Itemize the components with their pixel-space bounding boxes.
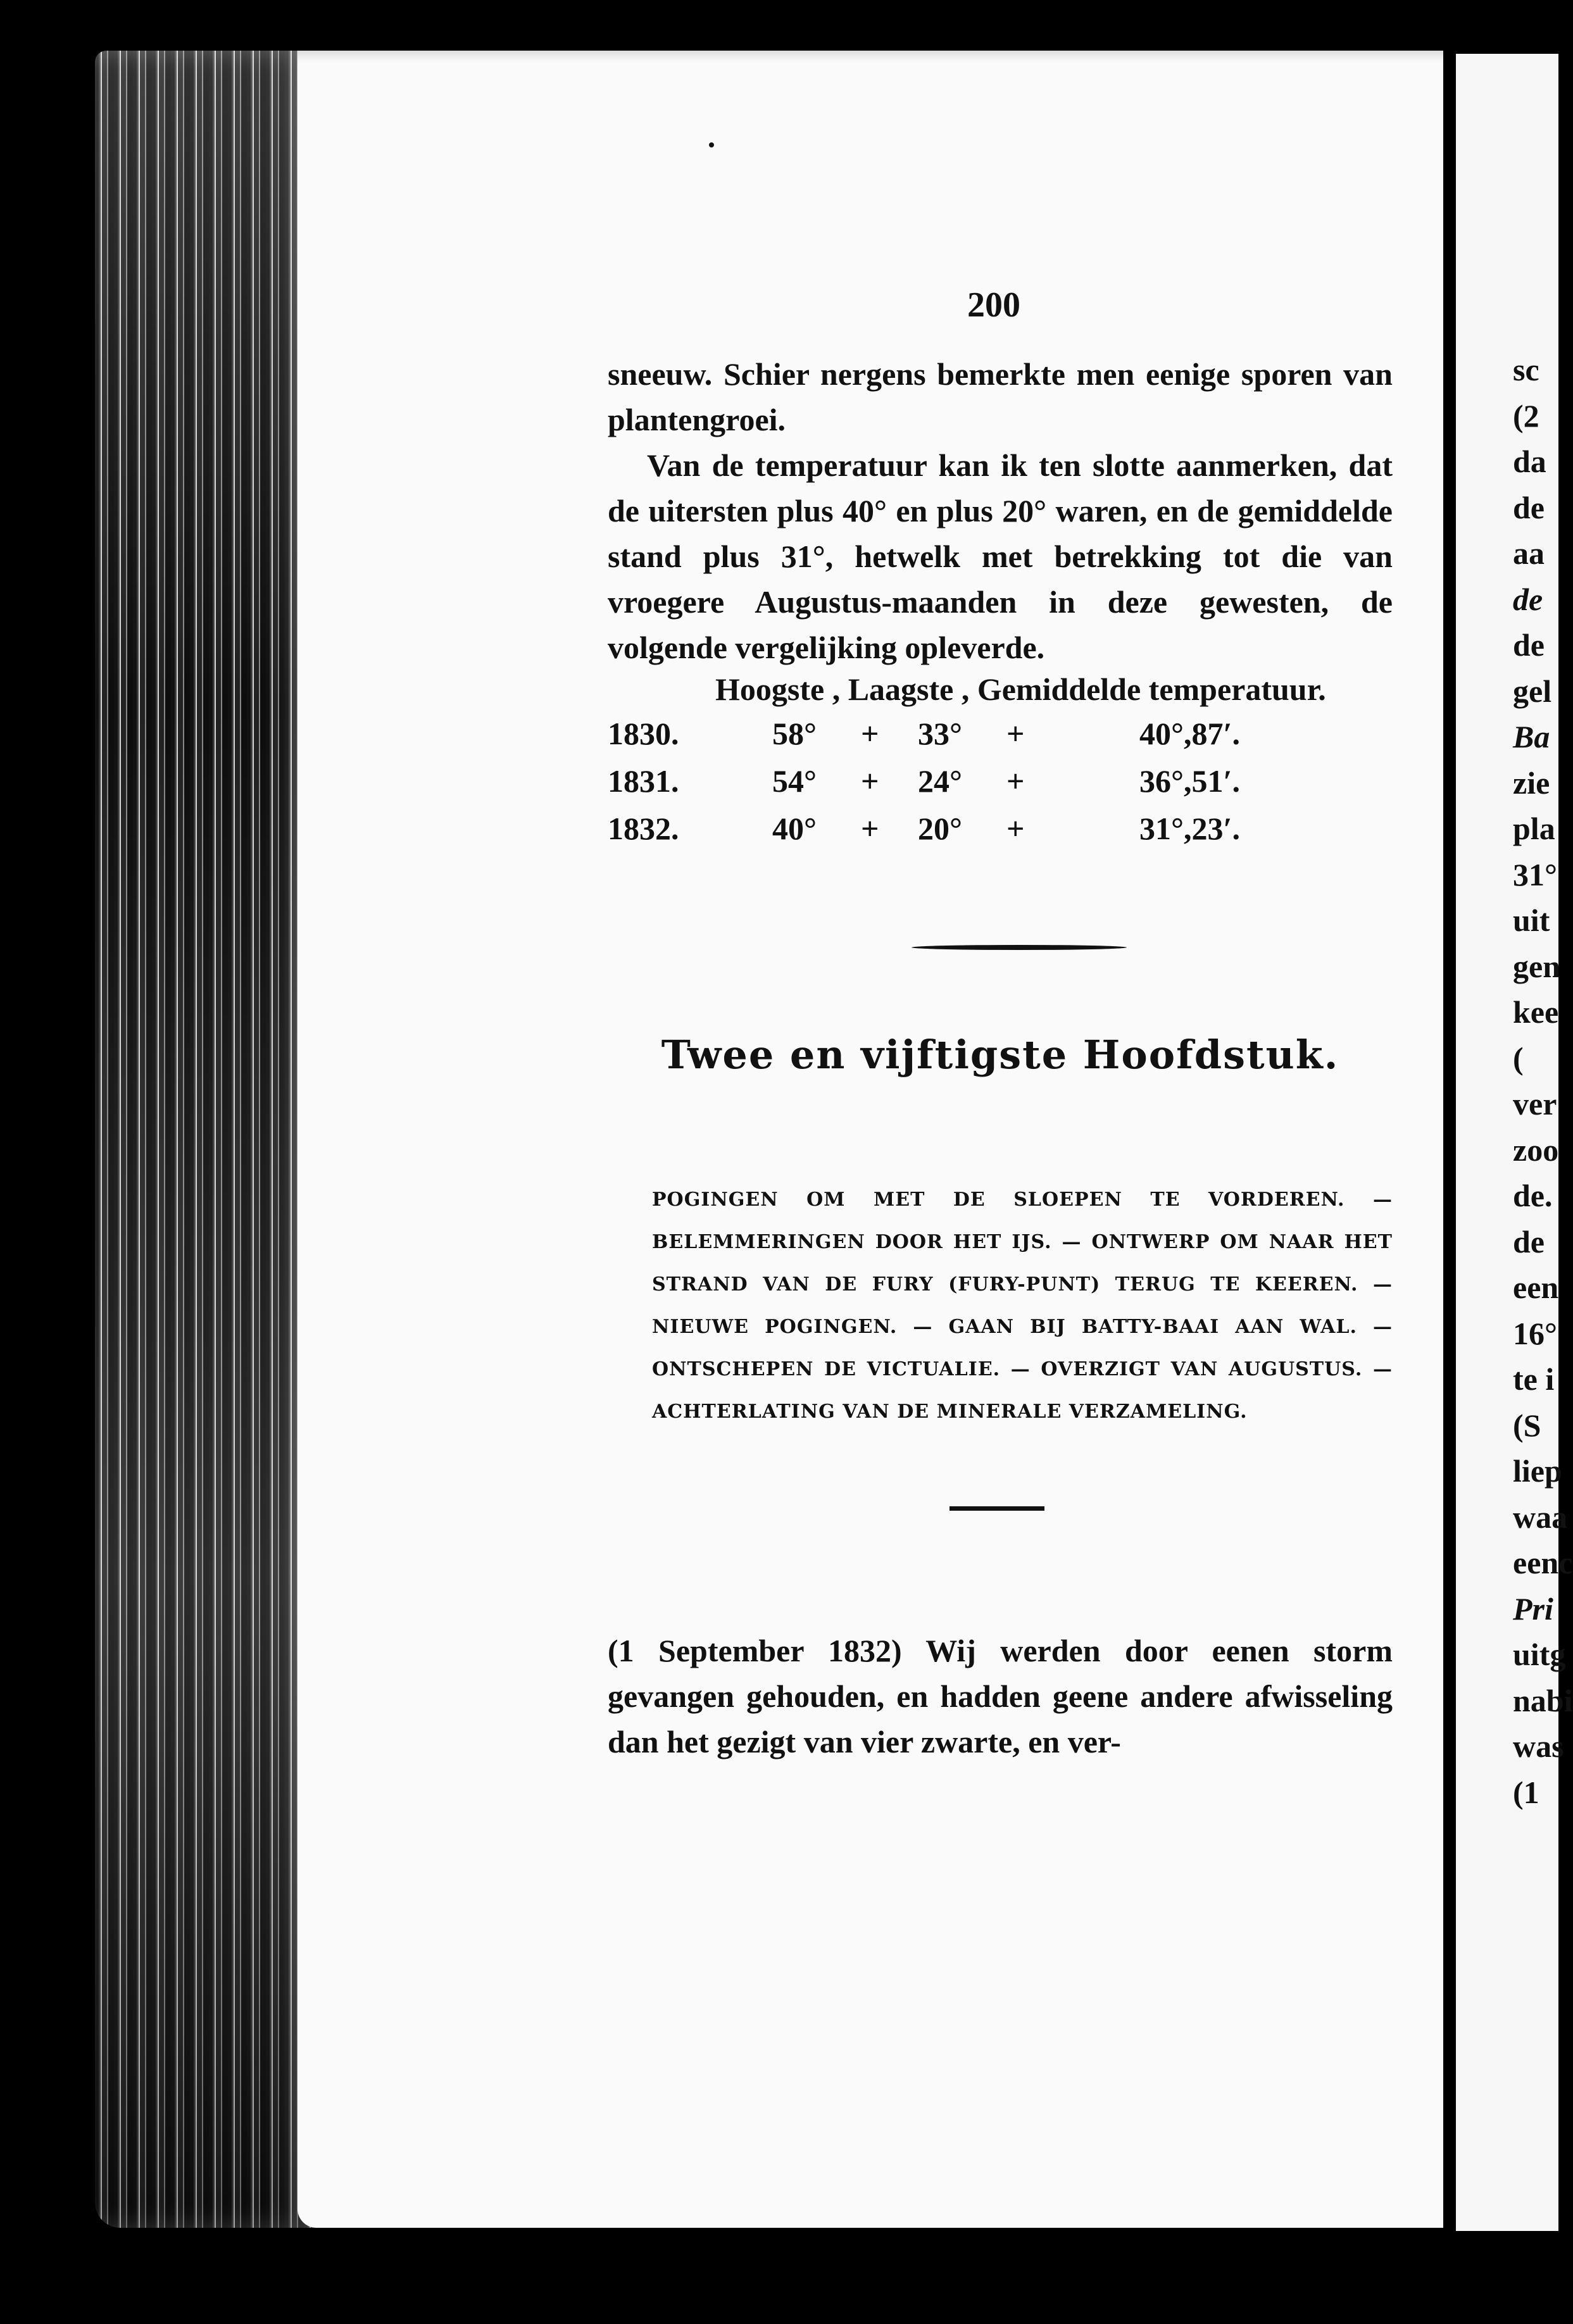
mean-cell: 36°,51′. — [1139, 763, 1241, 799]
facing-page-line: zie — [1513, 765, 1550, 801]
facing-page-line: pla — [1513, 811, 1555, 846]
chapter-summary: POGINGEN OM MET DE SLOEPEN TE VORDEREN. — BELEMMERINGEN DOOR HET IJS. — ONTWERP OM NAAR HET STRAND VAN DE FURY (FURY-PUNT) TERUG TE KEEREN. — NIEUWE POGINGEN. — GAAN BIJ BATTY-BAAI AAN WAL. — ONTSCHEPEN DE VICTUALIE. — OVERZIGT VAN AUGUSTUS. — ACHTERLATING VAN DE MINERALE VERZAMELING. — [652, 1189, 1393, 1423]
low-cell: 24° — [918, 763, 962, 799]
low-cell: 33° — [918, 716, 962, 751]
mean-cell: 31°,23′. — [1139, 811, 1241, 846]
facing-page-line: uit — [1513, 903, 1550, 938]
facing-page-line: Ba — [1513, 719, 1550, 754]
facing-page-line: kee — [1513, 994, 1559, 1030]
facing-page-line: de — [1513, 627, 1545, 663]
year-cell: 1832. — [608, 811, 679, 846]
facing-page-line: nabi — [1513, 1682, 1573, 1718]
facing-page-line: eenc — [1513, 1545, 1573, 1580]
facing-page-line: was — [1513, 1728, 1564, 1764]
facing-page-line: (S — [1513, 1407, 1541, 1443]
body-text-top — [608, 351, 1393, 670]
table-header: Hoogste , Laagste , Gemiddelde temperatuur. — [715, 672, 1326, 707]
paragraph-temperature: Van de temperatuur kan ik ten slotte aanmerken, dat de uitersten plus 40° en plus 20° waren, en de gemiddelde stand plus 31°, hetwelk met betrekking tot die van vroegere Augustus-maanden in deze gewesten, de volgende vergelijking opleverde. — [608, 447, 1393, 665]
low-cell: 20° — [918, 811, 962, 846]
section-divider — [912, 945, 1127, 950]
plus-sign: + — [1006, 811, 1025, 846]
summary-divider — [949, 1506, 1044, 1511]
facing-page-line: gen — [1513, 948, 1560, 984]
high-cell: 58° — [772, 716, 817, 751]
facing-page-line: Pri — [1513, 1590, 1553, 1627]
facing-page-line: de. — [1513, 1178, 1553, 1213]
plus-sign: + — [861, 716, 879, 751]
mean-cell: 40°,87′. — [1139, 716, 1241, 751]
facing-page-line: ( — [1513, 1040, 1524, 1076]
paragraph-september: (1 September 1832) Wij werden door eenen storm gevangen gehouden, en hadden geene andere afwisseling dan het gezigt van vier zwarte, en ver- — [608, 1633, 1393, 1759]
facing-page-line: sc — [1513, 352, 1539, 387]
facing-page-line: een — [1513, 1270, 1559, 1305]
facing-page-line: 16° — [1513, 1315, 1557, 1351]
book-edge-shade — [95, 51, 313, 2228]
page-top-edge — [298, 51, 1443, 62]
table-row — [608, 810, 1393, 856]
facing-page-line: gel — [1513, 673, 1552, 709]
year-cell: 1830. — [608, 716, 679, 751]
ink-speck — [709, 142, 714, 147]
facing-page-line: te i — [1513, 1361, 1555, 1397]
facing-page-line: (1 — [1513, 1774, 1539, 1810]
facing-page-line: de — [1513, 581, 1543, 617]
plus-sign: + — [861, 811, 879, 846]
plus-sign: + — [1006, 763, 1025, 799]
page-gutter — [1443, 51, 1456, 2234]
plus-sign: + — [861, 763, 879, 799]
paragraph-snow: sneeuw. Schier nergens bemerkte men eenige sporen van plantengroei. — [608, 356, 1393, 437]
facing-page-line: aa — [1513, 535, 1545, 571]
facing-page-line: da — [1513, 444, 1546, 479]
table-row — [608, 715, 1393, 761]
facing-page-line: uitg — [1513, 1637, 1566, 1672]
facing-page-fragment — [1456, 54, 1573, 2231]
table-row — [608, 763, 1393, 808]
facing-page-line: de — [1513, 489, 1545, 525]
facing-page-line: ver — [1513, 1086, 1557, 1121]
page-number: 200 — [967, 285, 1020, 325]
facing-page-line: de — [1513, 1223, 1545, 1259]
facing-page-line: zoo — [1513, 1132, 1559, 1168]
year-cell: 1831. — [608, 763, 679, 799]
facing-page-line: liep — [1513, 1453, 1562, 1489]
high-cell: 40° — [772, 811, 817, 846]
body-text-bottom — [608, 1628, 1393, 1765]
facing-page-line: (2 — [1513, 397, 1539, 434]
plus-sign: + — [1006, 716, 1025, 751]
high-cell: 54° — [772, 763, 817, 799]
facing-page-line: 31° — [1513, 856, 1557, 892]
facing-page-line: waa — [1513, 1499, 1568, 1535]
chapter-title: Twee en vijftigste Hoofdstuk. — [661, 1032, 1339, 1078]
